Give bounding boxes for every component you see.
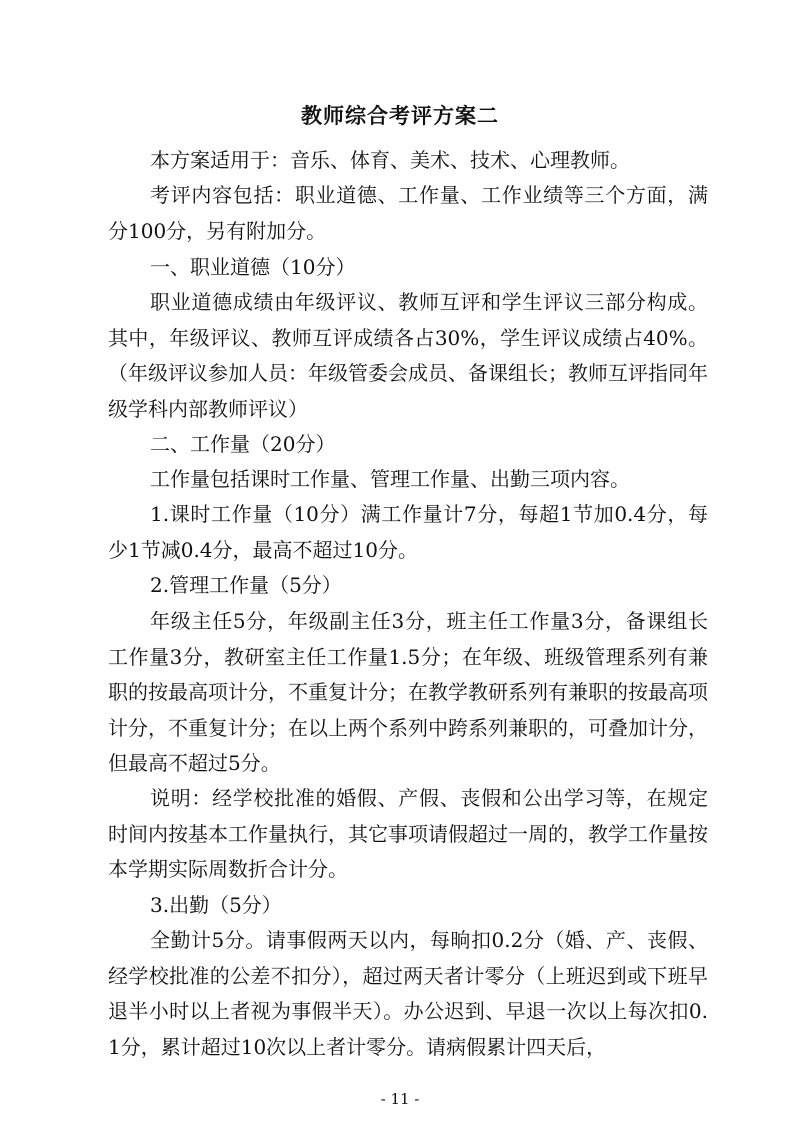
- subheading-attendance: 3.出勤（5分）: [150, 893, 282, 917]
- page-number: - 11 -: [380, 1090, 420, 1108]
- paragraph-scope: 本方案适用于：音乐、体育、美术、技术、心理教师。: [150, 148, 630, 172]
- paragraph-note: 说明：经学校批准的婚假、产假、丧假和公出学习等，在规定时间内按基本工作量执行，其它事项请假超过一周的，教学工作量按本学期实际周数折合计分。: [108, 786, 708, 881]
- section-heading-workload: 二、工作量（20分）: [150, 432, 336, 456]
- paragraph-class-hours: 1.课时工作量（10分）满工作量计7分，每超1节加0.4分，每少1节减0.4分，最高不超过10分。: [108, 502, 708, 562]
- document-title: 教师综合考评方案二: [301, 103, 499, 128]
- section-heading-ethics: 一、职业道德（10分）: [150, 255, 356, 279]
- paragraph-content: 考评内容包括：职业道德、工作量、工作业绩等三个方面，满分100分，另有附加分。: [108, 183, 708, 243]
- subheading-management: 2.管理工作量（5分）: [150, 573, 342, 597]
- paragraph-workload-intro: 工作量包括课时工作量、管理工作量、出勤三项内容。: [150, 467, 630, 491]
- paragraph-ethics: 职业道德成绩由年级评议、教师互评和学生评议三部分构成。其中，年级评议、教师互评成绩各占30%，学生评议成绩占40%。（年级评议参加人员：年级管委会成员、备课组长；教师互评指同年级学科内部教师评议）: [108, 290, 708, 421]
- paragraph-management: 年级主任5分，年级副主任3分，班主任工作量3分，备课组长工作量3分，教研室主任工作量1.5分；在年级、班级管理系列有兼职的按最高项计分，不重复计分；在教学教研系列有兼职的按最高项计分，不重复计分；在以上两个系列中跨系列兼职的，可叠加计分，但最高不超过5分。: [108, 609, 708, 775]
- paragraph-attendance: 全勤计5分。请事假两天以内，每晌扣0.2分（婚、产、丧假、经学校批准的公差不扣分），超过两天者计零分（上班迟到或下班早退半小时以上者视为事假半天）。办公迟到、早退一次以上每次扣0.1分，累计超过10次以上者计零分。请病假累计四天后，: [108, 928, 708, 1059]
